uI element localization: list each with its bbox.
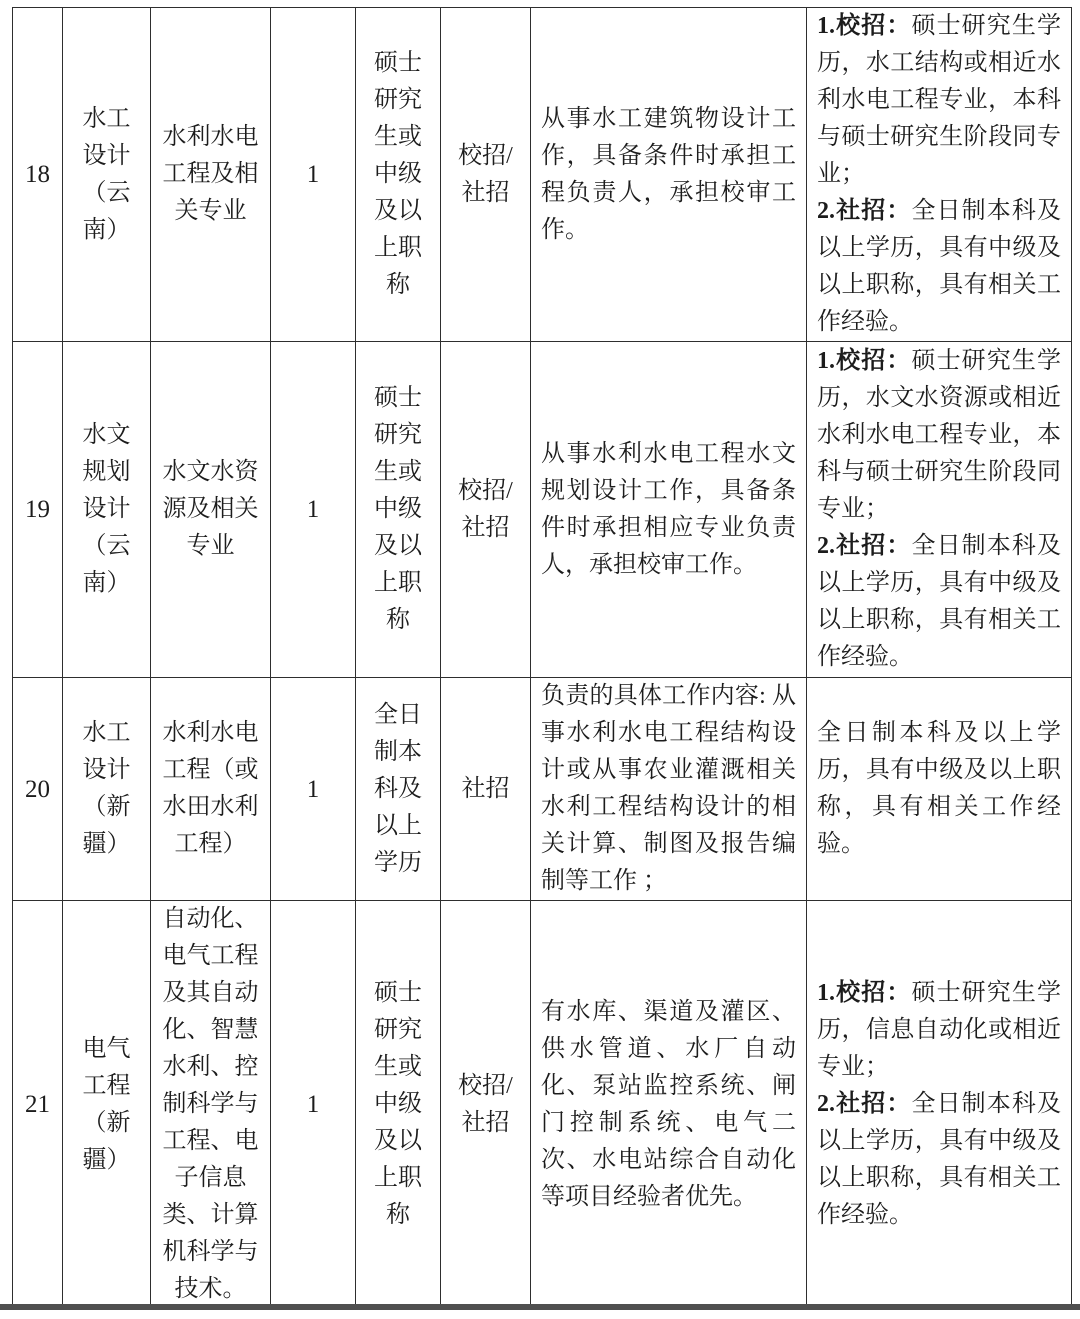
- requirement-label: 1.校招：: [817, 348, 912, 374]
- table-row-18: [13, 8, 1072, 342]
- requirement-text: 硕士研究生学历，水文水资源或相近水利水电工程专业，本科与硕士研究生阶段同专业；: [817, 348, 1062, 522]
- row-no-cell: 20: [13, 678, 63, 901]
- requirement-text: 全日制本科及以上学历，具有中级及以上职称，具有相关工作经验。: [817, 198, 1062, 335]
- major-cell: 水利水电工程及相关专业: [151, 8, 271, 342]
- requirements-cell: [807, 8, 1072, 342]
- requirement-label: 2.社招：: [817, 198, 912, 224]
- requirement-text: 全日制本科及以上学历，具有中级及以上职称，具有相关工作经验。: [817, 720, 1061, 857]
- headcount-cell: 1: [271, 678, 356, 901]
- headcount-cell: 1: [271, 901, 356, 1309]
- duties-cell: 从事水利水电工程水文规划设计工作，具备条件时承担相应专业负责人，承担校审工作。: [531, 342, 807, 678]
- major-cell: 水文水资源及相关专业: [151, 342, 271, 678]
- position-cell: 水工设计（云南）: [63, 8, 151, 342]
- position-cell: 电气工程（新疆）: [63, 901, 151, 1309]
- recruit-type-cell: 校招/社招: [441, 342, 531, 678]
- headcount-cell: 1: [271, 342, 356, 678]
- duties-cell: 有水库、渠道及灌区、供水管道、水厂自动化、泵站监控系统、闸门控制系统、电气二次、水电站综合自动化等项目经验者优先。: [531, 901, 807, 1309]
- requirement-label: 2.社招：: [817, 1091, 912, 1117]
- row-no-cell: 19: [13, 342, 63, 678]
- requirement-item: [817, 8, 1061, 193]
- requirements-cell: [807, 678, 1072, 901]
- row-no-cell: 18: [13, 8, 63, 342]
- table-row-21: [13, 901, 1072, 1309]
- duties-cell: 负责的具体工作内容: 从事水利水电工程结构设计或从事农业灌溉相关水利工程结构设计的相关计算、制图及报告编制等工作 ；: [531, 678, 807, 901]
- recruit-type-cell: 社招: [441, 678, 531, 901]
- headcount-cell: 1: [271, 8, 356, 342]
- requirement-text: 全日制本科及以上学历，具有中级及以上职称，具有相关工作经验。: [817, 533, 1062, 670]
- requirement-item: [817, 528, 1061, 676]
- requirement-item: [817, 343, 1061, 528]
- job-postings-table: [12, 7, 1072, 1309]
- requirement-text: 全日制本科及以上学历，具有中级及以上职称，具有相关工作经验。: [817, 1091, 1062, 1228]
- requirement-text: 硕士研究生学历，信息自动化或相近专业；: [817, 980, 1062, 1080]
- education-cell: 全日制本科及以上学历: [356, 678, 441, 901]
- requirements-cell: [807, 901, 1072, 1309]
- education-cell: 硕士研究生或中级及以上职称: [356, 901, 441, 1309]
- requirement-label: 1.校招：: [817, 980, 912, 1006]
- row-no-cell: 21: [13, 901, 63, 1309]
- recruit-type-cell: 校招/社招: [441, 901, 531, 1309]
- requirement-label: 2.社招：: [817, 533, 912, 559]
- recruit-type-cell: 校招/社招: [441, 8, 531, 342]
- major-cell: 水利水电工程（或水田水利工程）: [151, 678, 271, 901]
- major-cell: 自动化、电气工程及其自动化、智慧水利、控制科学与工程、电子信息类、计算机科学与技术。: [151, 901, 271, 1309]
- requirement-item: [817, 715, 1061, 863]
- table-row-20: [13, 678, 1072, 901]
- table-bottom-rule: [0, 1304, 1080, 1310]
- table-row-19: [13, 342, 1072, 678]
- position-cell: 水工设计（新疆）: [63, 678, 151, 901]
- education-cell: 硕士研究生或中级及以上职称: [356, 8, 441, 342]
- requirements-cell: [807, 342, 1072, 678]
- duties-cell: 从事水工建筑物设计工作，具备条件时承担工程负责人，承担校审工作。: [531, 8, 807, 342]
- position-cell: 水文规划设计（云南）: [63, 342, 151, 678]
- requirement-label: 1.校招：: [817, 13, 912, 39]
- requirement-item: [817, 975, 1061, 1086]
- requirement-text: 硕士研究生学历，水工结构或相近水利水电工程专业，本科与硕士研究生阶段同专业；: [817, 13, 1062, 187]
- requirement-item: [817, 193, 1061, 341]
- education-cell: 硕士研究生或中级及以上职称: [356, 342, 441, 678]
- requirement-item: [817, 1086, 1061, 1234]
